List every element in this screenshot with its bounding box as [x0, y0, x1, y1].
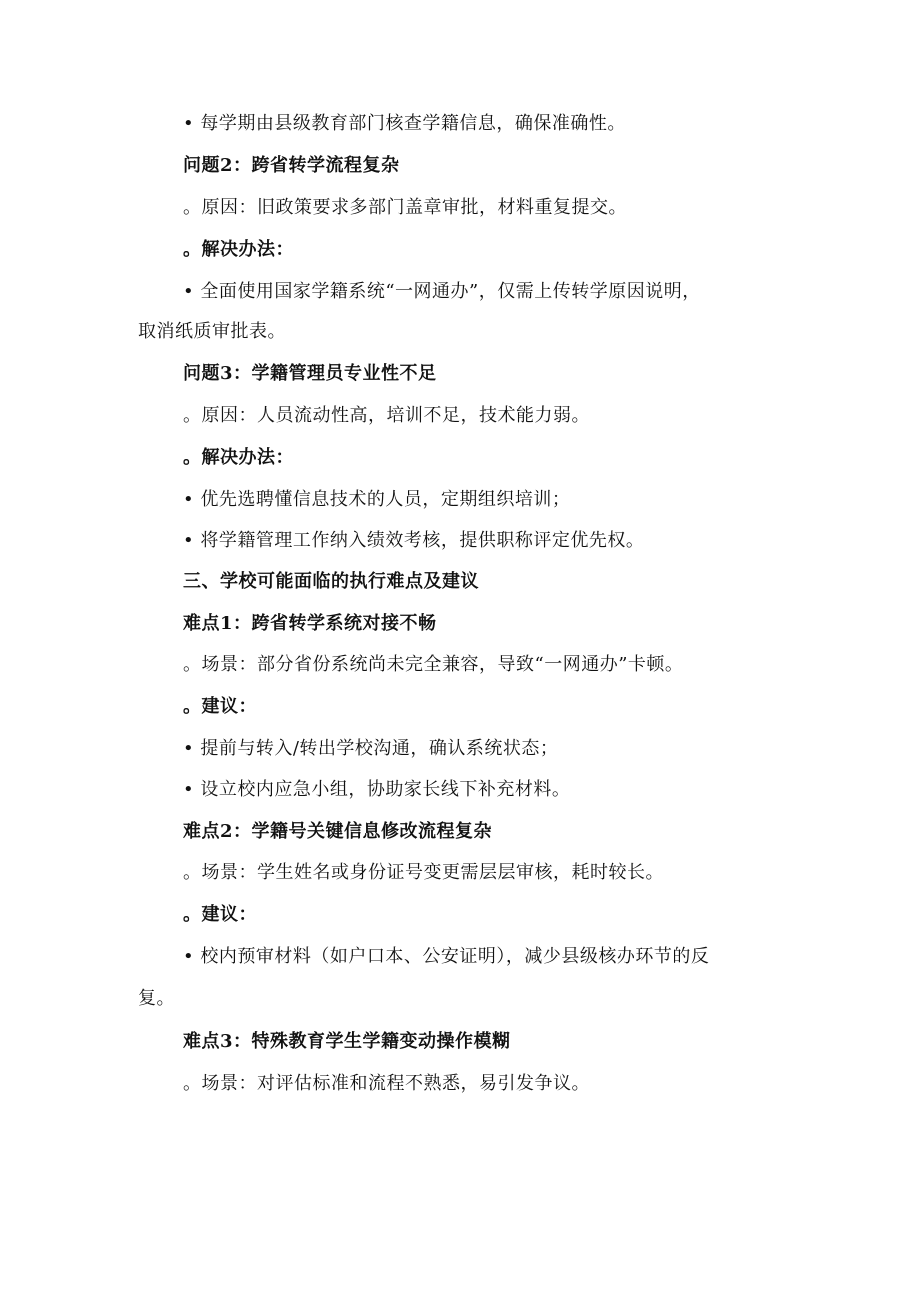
bullet-line: • 校内预审材料（如户口本、公安证明），减少县级核办环节的反	[183, 946, 710, 967]
bullet-line: • 将学籍管理工作纳入绩效考核，提供职称评定优先权。	[183, 530, 645, 551]
suggestion-heading: 。建议：	[183, 696, 257, 717]
problem-heading: 问题2：跨省转学流程复杂	[183, 155, 400, 176]
continuation-line: 取消纸质审批表。	[138, 321, 286, 342]
bullet-line: • 设立校内应急小组，协助家长线下补充材料。	[183, 779, 571, 800]
bullet-line: • 每学期由县级教育部门核查学籍信息，确保准确性。	[183, 113, 626, 134]
solution-heading: 。解决办法：	[183, 447, 294, 468]
bullet-line: • 全面使用国家学籍系统“一网通办”，仅需上传转学原因说明，	[183, 281, 701, 302]
difficulty-heading: 难点3：特殊教育学生学籍变动操作模糊	[183, 1031, 511, 1052]
problem-heading: 问题3：学籍管理员专业性不足	[183, 363, 437, 384]
bullet-line: • 提前与转入/转出学校沟通，确认系统状态；	[183, 738, 559, 759]
difficulty-heading: 难点1：跨省转学系统对接不畅	[183, 613, 437, 634]
suggestion-heading: 。建议：	[183, 904, 257, 925]
scenario-line: 。场景：部分省份系统尚未完全兼容，导致“一网通办”卡顿。	[183, 654, 684, 675]
scenario-line: 。场景：对评估标准和流程不熟悉，易引发争议。	[183, 1073, 590, 1094]
scenario-line: 。场景：学生姓名或身份证号变更需层层审核，耗时较长。	[183, 862, 664, 883]
continuation-line: 复。	[138, 988, 175, 1009]
reason-line: 。原因：旧政策要求多部门盖章审批，材料重复提交。	[183, 197, 627, 218]
section-heading: 三、学校可能面临的执行难点及建议	[183, 571, 479, 592]
bullet-line: • 优先选聘懂信息技术的人员，定期组织培训；	[183, 489, 571, 510]
difficulty-heading: 难点2：学籍号关键信息修改流程复杂	[183, 821, 493, 842]
reason-line: 。原因：人员流动性高，培训不足，技术能力弱。	[183, 405, 590, 426]
solution-heading: 。解决办法：	[183, 239, 294, 260]
